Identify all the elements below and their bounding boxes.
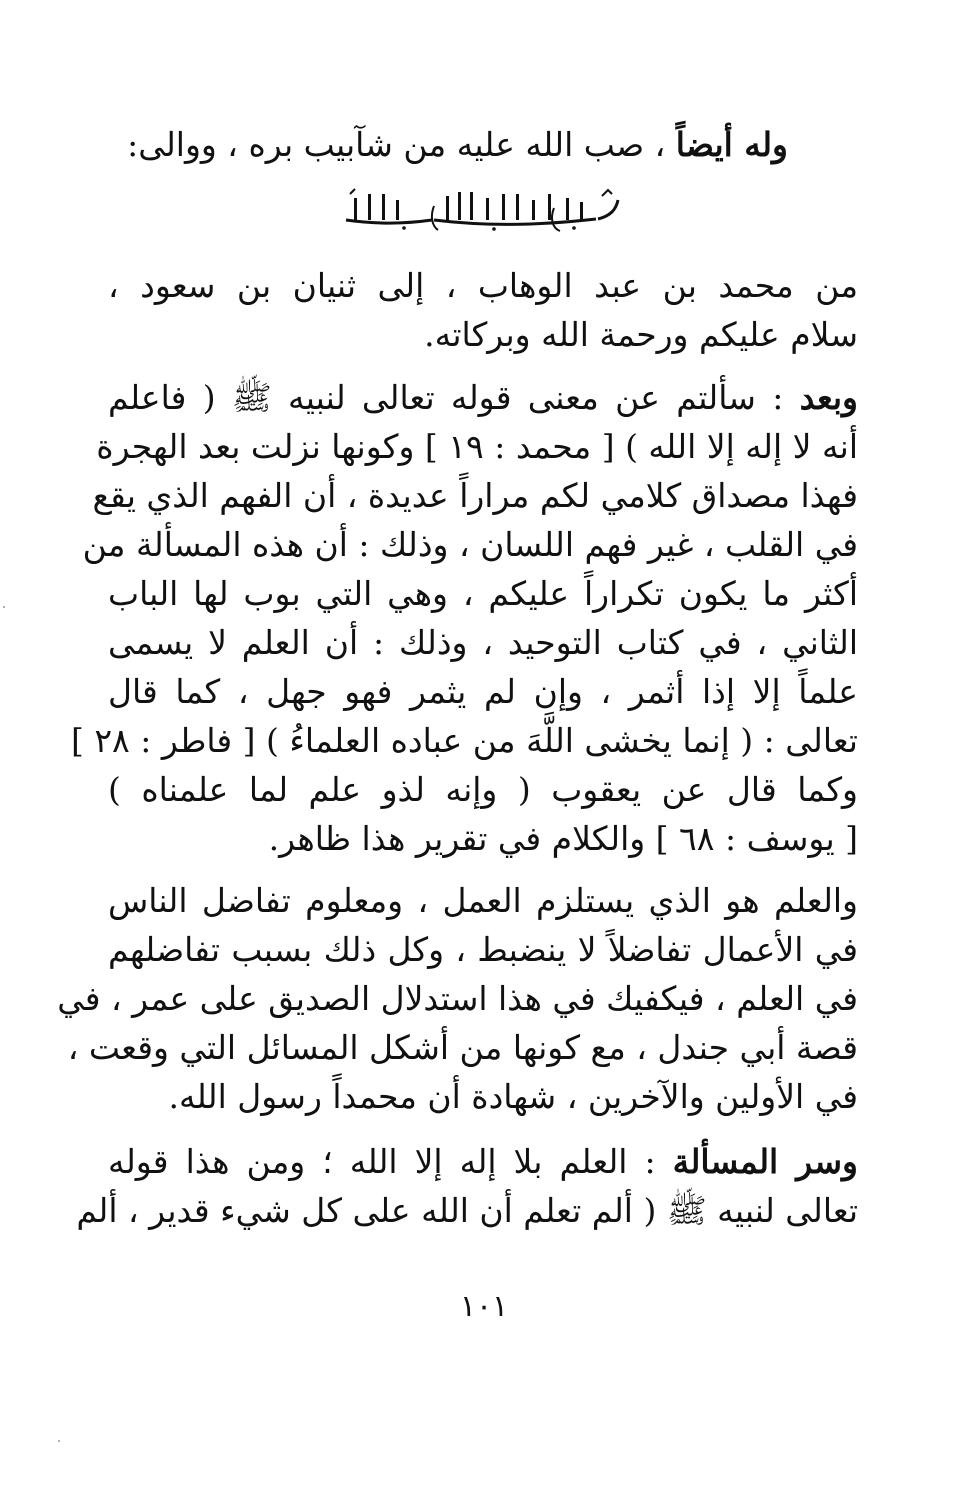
text-line: وكما قال عن يعقوب ( وإنه لذو علم لما علمناه )	[108, 770, 858, 809]
text-line: سلام عليكم ورحمة الله وبركاته.	[424, 315, 858, 354]
paragraph-question	[70, 373, 858, 863]
text-line: من محمد بن عبد الوهاب ، إلى ثنيان بن سعود ،	[108, 266, 858, 305]
text-line: علماً إلا إذا أثمر ، وإن لم يثمر فهو جهل ، كما قال	[108, 672, 858, 711]
text-line: [ يوسف : ٦٨ ] والكلام في تقرير هذا ظاهر.	[268, 819, 858, 858]
scan-speck	[3, 606, 5, 608]
paragraph-opening-bold: وبعد	[799, 378, 858, 417]
paragraph-greeting	[108, 261, 858, 359]
letter-heading	[127, 122, 788, 168]
scan-speck	[58, 1440, 60, 1442]
text-line	[108, 1137, 858, 1186]
page-number: ١٠١	[459, 1289, 509, 1324]
text-line: في الأولين والآخرين ، شهادة أن محمداً رسول الله.	[168, 1077, 858, 1116]
text-line: أكثر ما يكون تكراراً عليكم ، وهي التي بوب لها الباب	[108, 574, 858, 613]
text-line: في القلب ، غير فهم اللسان ، وذلك : أن هذه المسألة من	[82, 525, 858, 564]
text-line: الثاني ، في كتاب التوحيد ، وذلك : أن العلم لا يسمى	[108, 623, 858, 662]
heading-bold: وله أيضاً	[675, 125, 788, 164]
paragraph-opening-bold: وسر المسألة	[672, 1142, 858, 1181]
paragraph-secret	[76, 1137, 858, 1235]
paragraph-opening-rest: : سألتم عن معنى قوله تعالى لنبيه ﷺ ( فاعلم	[108, 378, 800, 417]
text-line: قصة أبي جندل ، مع كونها من أشكل المسائل التي وقعت ،	[67, 1028, 858, 1067]
text-line: أنه لا إله إلا الله ) [ محمد : ١٩ ] وكونها نزلت بعد الهجرة	[96, 427, 858, 466]
text-line: فهذا مصداق كلامي لكم مراراً عديدة ، أن الفهم الذي يقع	[92, 476, 858, 515]
text-line: في الأعمال تفاضلاً لا ينضبط ، وكل ذلك بسبب تفاضلهم	[108, 930, 858, 969]
basmala-calligraphy	[334, 186, 634, 236]
text-line	[108, 373, 858, 422]
text-line: في العلم ، فيكفيك في هذا استدلال الصديق على عمر ، في	[57, 979, 858, 1018]
text-line: والعلم هو الذي يستلزم العمل ، ومعلوم تفاضل الناس	[108, 881, 858, 920]
heading-rest: ، صب الله عليه من شآبيب بره ، ووالى:	[127, 125, 676, 164]
text-line: تعالى لنبيه ﷺ ( ألم تعلم أن الله على كل شيء قدير ، ألم	[76, 1191, 858, 1230]
text-line: تعالى : ( إنما يخشى اللَّهَ من عباده العلماءُ ) [ فاطر : ٢٨ ]	[70, 721, 858, 760]
paragraph-knowledge	[57, 876, 858, 1121]
paragraph-opening-rest: : العلم بلا إله إلا الله ؛ ومن هذا قوله	[108, 1142, 673, 1181]
